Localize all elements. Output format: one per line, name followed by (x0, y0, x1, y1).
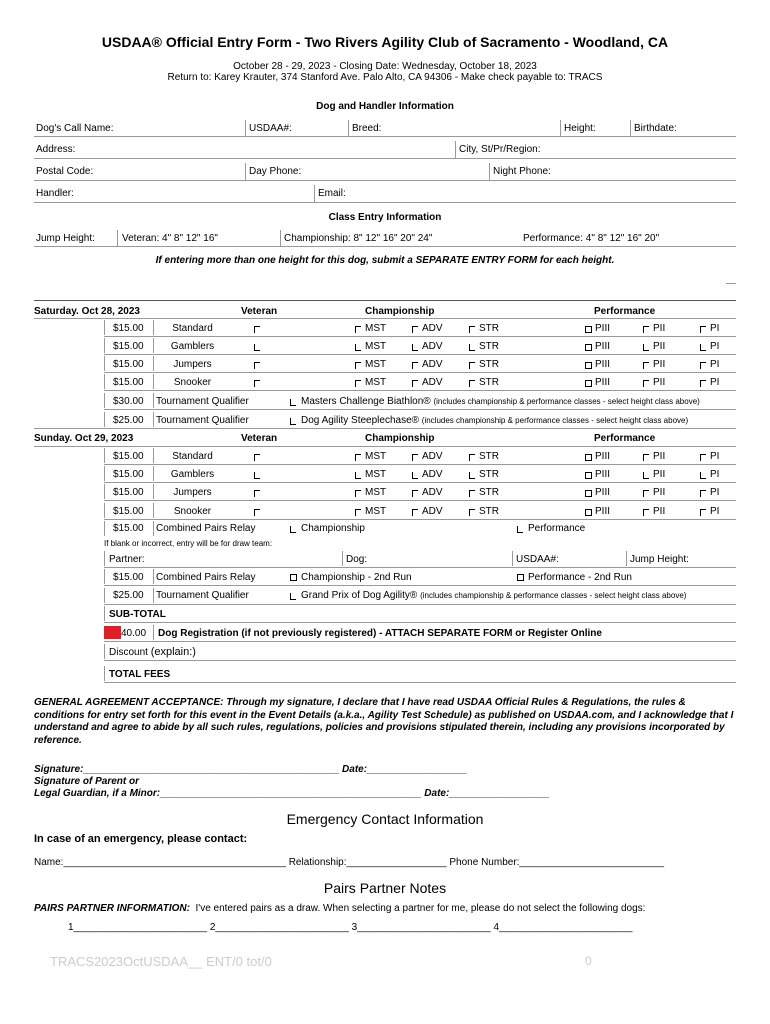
veteran-checkbox[interactable] (254, 472, 260, 479)
pi-checkbox[interactable] (700, 380, 706, 387)
piii-checkbox[interactable] (585, 454, 592, 461)
pii-checkbox[interactable] (643, 509, 649, 516)
str-checkbox[interactable] (469, 472, 475, 479)
veteran-checkbox[interactable] (254, 509, 260, 516)
mst-label: MST (365, 323, 387, 334)
return-line: Return to: Karey Krauter, 374 Stanford Ave. Palo Alto, CA 94306 - Make check payable to: TRACS (167, 72, 603, 83)
pairs-performance-label: Performance (528, 523, 586, 534)
sunday-championship-header: Championship (365, 433, 435, 444)
total-fees-label: TOTAL FEES (109, 669, 171, 680)
price: $15.00 (113, 359, 144, 370)
pi-checkbox[interactable] (700, 472, 706, 479)
pi-checkbox[interactable] (700, 509, 706, 516)
veteran-checkbox[interactable] (254, 380, 260, 387)
general-agreement: GENERAL AGREEMENT ACCEPTANCE: Through my signature, I declare that I have read USDAA Official Rules & Regulations, the rules & conditions for entry set forth for this event in the Event Details (a.k.a., Agility Test Schedule) as published on USDAA.com, and I acknowledge that I understand and agree to abide by all such rules, regulations, policies and provisions stipulated therein, including any provisions incorporated by reference. (34, 697, 734, 746)
handler-field[interactable]: Handler: (36, 188, 74, 199)
registration-price: 40.00 (121, 628, 147, 639)
price: $15.00 (113, 323, 144, 334)
piii-label: PIII (595, 323, 611, 334)
pairs-notes-title: Pairs Partner Notes (323, 880, 447, 896)
signature-line[interactable]: Signature:______________________________________________ Date:__________________ (34, 764, 468, 775)
price: $15.00 (113, 469, 144, 480)
adv-checkbox[interactable] (412, 509, 418, 516)
str-checkbox[interactable] (469, 454, 475, 461)
call-name-field[interactable]: Dog's Call Name: (36, 123, 114, 134)
piii-label: PIII (595, 359, 611, 370)
birthdate-field[interactable]: Birthdate: (634, 123, 677, 134)
sunday-veteran-header: Veteran (241, 433, 278, 444)
veteran-checkbox[interactable] (254, 490, 260, 497)
str-checkbox[interactable] (469, 326, 475, 333)
address-field[interactable]: Address: (36, 144, 76, 155)
height-field[interactable]: Height: (564, 123, 596, 134)
adv-label: ADV (422, 487, 443, 498)
class-name: Jumpers (173, 359, 212, 370)
str-label: STR (479, 341, 499, 352)
str-label: STR (479, 451, 499, 462)
pii-label: PII (653, 451, 666, 462)
adv-checkbox[interactable] (412, 344, 418, 351)
separate-form-note: If entering more than one height for this dog, submit a SEPARATE ENTRY FORM for each height. (155, 255, 615, 266)
pii-checkbox[interactable] (643, 472, 649, 479)
pii-label: PII (653, 341, 666, 352)
pi-label: PI (710, 341, 720, 352)
price: $15.00 (113, 377, 144, 388)
piii-checkbox[interactable] (585, 509, 592, 516)
price: $15.00 (113, 487, 144, 498)
veteran-checkbox[interactable] (254, 362, 260, 369)
discount-field[interactable]: Discount (explain:) (109, 646, 196, 658)
mst-checkbox[interactable] (355, 472, 361, 479)
veteran-checkbox[interactable] (254, 326, 260, 333)
str-label: STR (479, 469, 499, 480)
piii-checkbox[interactable] (585, 490, 592, 497)
piii-label: PIII (595, 506, 611, 517)
usdaa-number-field[interactable]: USDAA#: (249, 123, 292, 134)
price: $25.00 (113, 415, 144, 426)
emergency-contact-line[interactable]: Name:________________________________________ Relationship:__________________ Phone Number:__________________________ (34, 857, 665, 868)
mst-checkbox[interactable] (355, 380, 361, 387)
pi-label: PI (710, 359, 720, 370)
pi-checkbox[interactable] (700, 454, 706, 461)
pii-checkbox[interactable] (643, 380, 649, 387)
form-title: USDAA® Official Entry Form - Two Rivers Agility Club of Sacramento - Woodland, CA (101, 34, 669, 50)
pairs-notes-text: PAIRS PARTNER INFORMATION: I've entered pairs as a draw. When selecting a partner for me, please do not select the following dogs: (34, 903, 646, 914)
pi-label: PI (710, 506, 720, 517)
mst-label: MST (365, 469, 387, 480)
tq-label: Tournament Qualifier (156, 415, 249, 426)
pairs2-championship-label: Championship - 2nd Run (301, 572, 412, 583)
day-phone-field[interactable]: Day Phone: (249, 166, 302, 177)
registration-fee-marker (104, 626, 121, 639)
pi-checkbox[interactable] (700, 344, 706, 351)
email-field[interactable]: Email: (318, 188, 346, 199)
draw-team-note: If blank or incorrect, entry will be for draw team: (104, 539, 273, 548)
partner-usdaa-field[interactable]: USDAA#: (516, 554, 559, 565)
partner-dog-field[interactable]: Dog: (346, 554, 368, 565)
class-section-title: Class Entry Information (328, 212, 442, 223)
adv-checkbox[interactable] (412, 472, 418, 479)
excluded-dogs-line[interactable]: 1________________________ 2________________________ 3________________________ 4________________________ (68, 922, 633, 933)
footer-tracking: TRACS2023OctUSDAA__ ENT/0 tot/0 (50, 954, 272, 969)
steeplechase-text: Dog Agility Steeplechase® (includes championship & performance classes - select height class above) (301, 415, 689, 426)
price: $15.00 (113, 523, 144, 534)
steeplechase-checkbox[interactable] (290, 418, 296, 425)
footer-page-counter: 0 (585, 954, 592, 968)
mst-label: MST (365, 506, 387, 517)
str-label: STR (479, 359, 499, 370)
tq-label: Tournament Qualifier (156, 590, 249, 601)
veteran-heights[interactable]: Veteran: 4" 8" 12" 16" (122, 233, 218, 244)
pi-label: PI (710, 451, 720, 462)
pairs2-performance-checkbox[interactable] (517, 574, 524, 581)
adv-checkbox[interactable] (412, 326, 418, 333)
pii-checkbox[interactable] (643, 454, 649, 461)
adv-label: ADV (422, 506, 443, 517)
pi-label: PI (710, 377, 720, 388)
str-label: STR (479, 506, 499, 517)
adv-checkbox[interactable] (412, 362, 418, 369)
adv-checkbox[interactable] (412, 380, 418, 387)
price: $15.00 (113, 572, 144, 583)
saturday-veteran-header: Veteran (241, 306, 278, 317)
str-checkbox[interactable] (469, 490, 475, 497)
dog-section-title: Dog and Handler Information (316, 101, 454, 112)
pii-label: PII (653, 487, 666, 498)
emergency-title: Emergency Contact Information (286, 811, 484, 827)
veteran-checkbox[interactable] (254, 454, 260, 461)
class-name: Standard (172, 323, 213, 334)
adv-label: ADV (422, 359, 443, 370)
class-name: Gamblers (170, 469, 215, 480)
pi-label: PI (710, 469, 720, 480)
price: $15.00 (113, 341, 144, 352)
price: $25.00 (113, 590, 144, 601)
pi-checkbox[interactable] (700, 326, 706, 333)
biathlon-text: Masters Challenge Biathlon® (includes championship & performance classes - select height class above) (301, 396, 700, 407)
mst-label: MST (365, 377, 387, 388)
pairs-label: Combined Pairs Relay (156, 523, 256, 534)
city-field[interactable]: City, St/Pr/Region: (459, 144, 541, 155)
subtotal-label: SUB-TOTAL (109, 609, 166, 620)
adv-checkbox[interactable] (412, 454, 418, 461)
saturday-day: Saturday. Oct 28, 2023 (34, 306, 140, 317)
performance-heights[interactable]: Performance: 4" 8" 12" 16" 20" (523, 233, 660, 244)
price: $15.00 (113, 506, 144, 517)
veteran-checkbox[interactable] (254, 344, 260, 351)
class-name: Snooker (173, 377, 212, 388)
pii-checkbox[interactable] (643, 362, 649, 369)
mst-checkbox[interactable] (355, 454, 361, 461)
str-checkbox[interactable] (469, 380, 475, 387)
price: $15.00 (113, 451, 144, 462)
sunday-day: Sunday. Oct 29, 2023 (34, 433, 134, 444)
dates-line: October 28 - 29, 2023 - Closing Date: Wednesday, October 18, 2023 (233, 61, 537, 72)
piii-label: PIII (595, 341, 611, 352)
parent-signature-label: Signature of Parent or (34, 776, 140, 787)
pii-checkbox[interactable] (643, 326, 649, 333)
class-name: Snooker (173, 506, 212, 517)
piii-label: PIII (595, 469, 611, 480)
mst-label: MST (365, 341, 387, 352)
price: $30.00 (113, 396, 144, 407)
mst-checkbox[interactable] (355, 509, 361, 516)
mst-label: MST (365, 487, 387, 498)
piii-checkbox[interactable] (585, 344, 592, 351)
adv-checkbox[interactable] (412, 490, 418, 497)
mst-checkbox[interactable] (355, 344, 361, 351)
pi-checkbox[interactable] (700, 490, 706, 497)
adv-label: ADV (422, 377, 443, 388)
pii-label: PII (653, 359, 666, 370)
mst-checkbox[interactable] (355, 326, 361, 333)
emergency-prompt: In case of an emergency, please contact: (34, 833, 248, 845)
piii-checkbox[interactable] (585, 380, 592, 387)
adv-label: ADV (422, 469, 443, 480)
mst-checkbox[interactable] (355, 362, 361, 369)
mst-checkbox[interactable] (355, 490, 361, 497)
grand-prix-checkbox[interactable] (290, 593, 296, 600)
pii-label: PII (653, 469, 666, 480)
pi-label: PI (710, 487, 720, 498)
tq-label: Tournament Qualifier (156, 396, 249, 407)
breed-field[interactable]: Breed: (352, 123, 382, 134)
pi-label: PI (710, 323, 720, 334)
str-checkbox[interactable] (469, 509, 475, 516)
class-name: Gamblers (170, 341, 215, 352)
night-phone-field[interactable]: Night Phone: (493, 166, 551, 177)
pairs2-label: Combined Pairs Relay (156, 572, 256, 583)
adv-label: ADV (422, 341, 443, 352)
str-label: STR (479, 487, 499, 498)
piii-label: PIII (595, 451, 611, 462)
saturday-performance-header: Performance (594, 306, 656, 317)
postal-code-field[interactable]: Postal Code: (36, 166, 94, 177)
piii-checkbox[interactable] (585, 362, 592, 369)
str-label: STR (479, 377, 499, 388)
pii-checkbox[interactable] (643, 490, 649, 497)
registration-text: Dog Registration (if not previously registered) - ATTACH SEPARATE FORM or Register Online (158, 628, 602, 639)
pairs-performance-checkbox[interactable] (517, 526, 523, 533)
partner-jump-height-field[interactable]: Jump Height: (630, 554, 689, 565)
guardian-signature-line[interactable]: Legal Guardian, if a Minor:_______________________________________________ Date:__________________ (34, 788, 550, 799)
pii-label: PII (653, 506, 666, 517)
str-label: STR (479, 323, 499, 334)
grand-prix-text: Grand Prix of Dog Agility® (includes championship & performance classes - select height class above) (301, 590, 687, 601)
sunday-performance-header: Performance (594, 433, 656, 444)
piii-checkbox[interactable] (585, 326, 592, 333)
piii-label: PIII (595, 487, 611, 498)
saturday-championship-header: Championship (365, 306, 435, 317)
str-checkbox[interactable] (469, 344, 475, 351)
pairs-championship-label: Championship (301, 523, 365, 534)
pii-label: PII (653, 323, 666, 334)
class-name: Standard (172, 451, 213, 462)
str-checkbox[interactable] (469, 362, 475, 369)
pairs2-championship-checkbox[interactable] (290, 574, 297, 581)
pii-checkbox[interactable] (643, 344, 649, 351)
adv-label: ADV (422, 451, 443, 462)
pi-checkbox[interactable] (700, 362, 706, 369)
partner-field[interactable]: Partner: (109, 554, 145, 565)
class-name: Jumpers (173, 487, 212, 498)
biathlon-checkbox[interactable] (290, 399, 296, 406)
piii-label: PIII (595, 377, 611, 388)
piii-checkbox[interactable] (585, 472, 592, 479)
pii-label: PII (653, 377, 666, 388)
adv-label: ADV (422, 323, 443, 334)
mst-label: MST (365, 359, 387, 370)
pairs2-performance-label: Performance - 2nd Run (528, 572, 632, 583)
pairs-championship-checkbox[interactable] (290, 526, 296, 533)
championship-heights[interactable]: Championship: 8" 12" 16" 20" 24" (284, 233, 433, 244)
jump-height-label: Jump Height: (36, 233, 95, 244)
mst-label: MST (365, 451, 387, 462)
